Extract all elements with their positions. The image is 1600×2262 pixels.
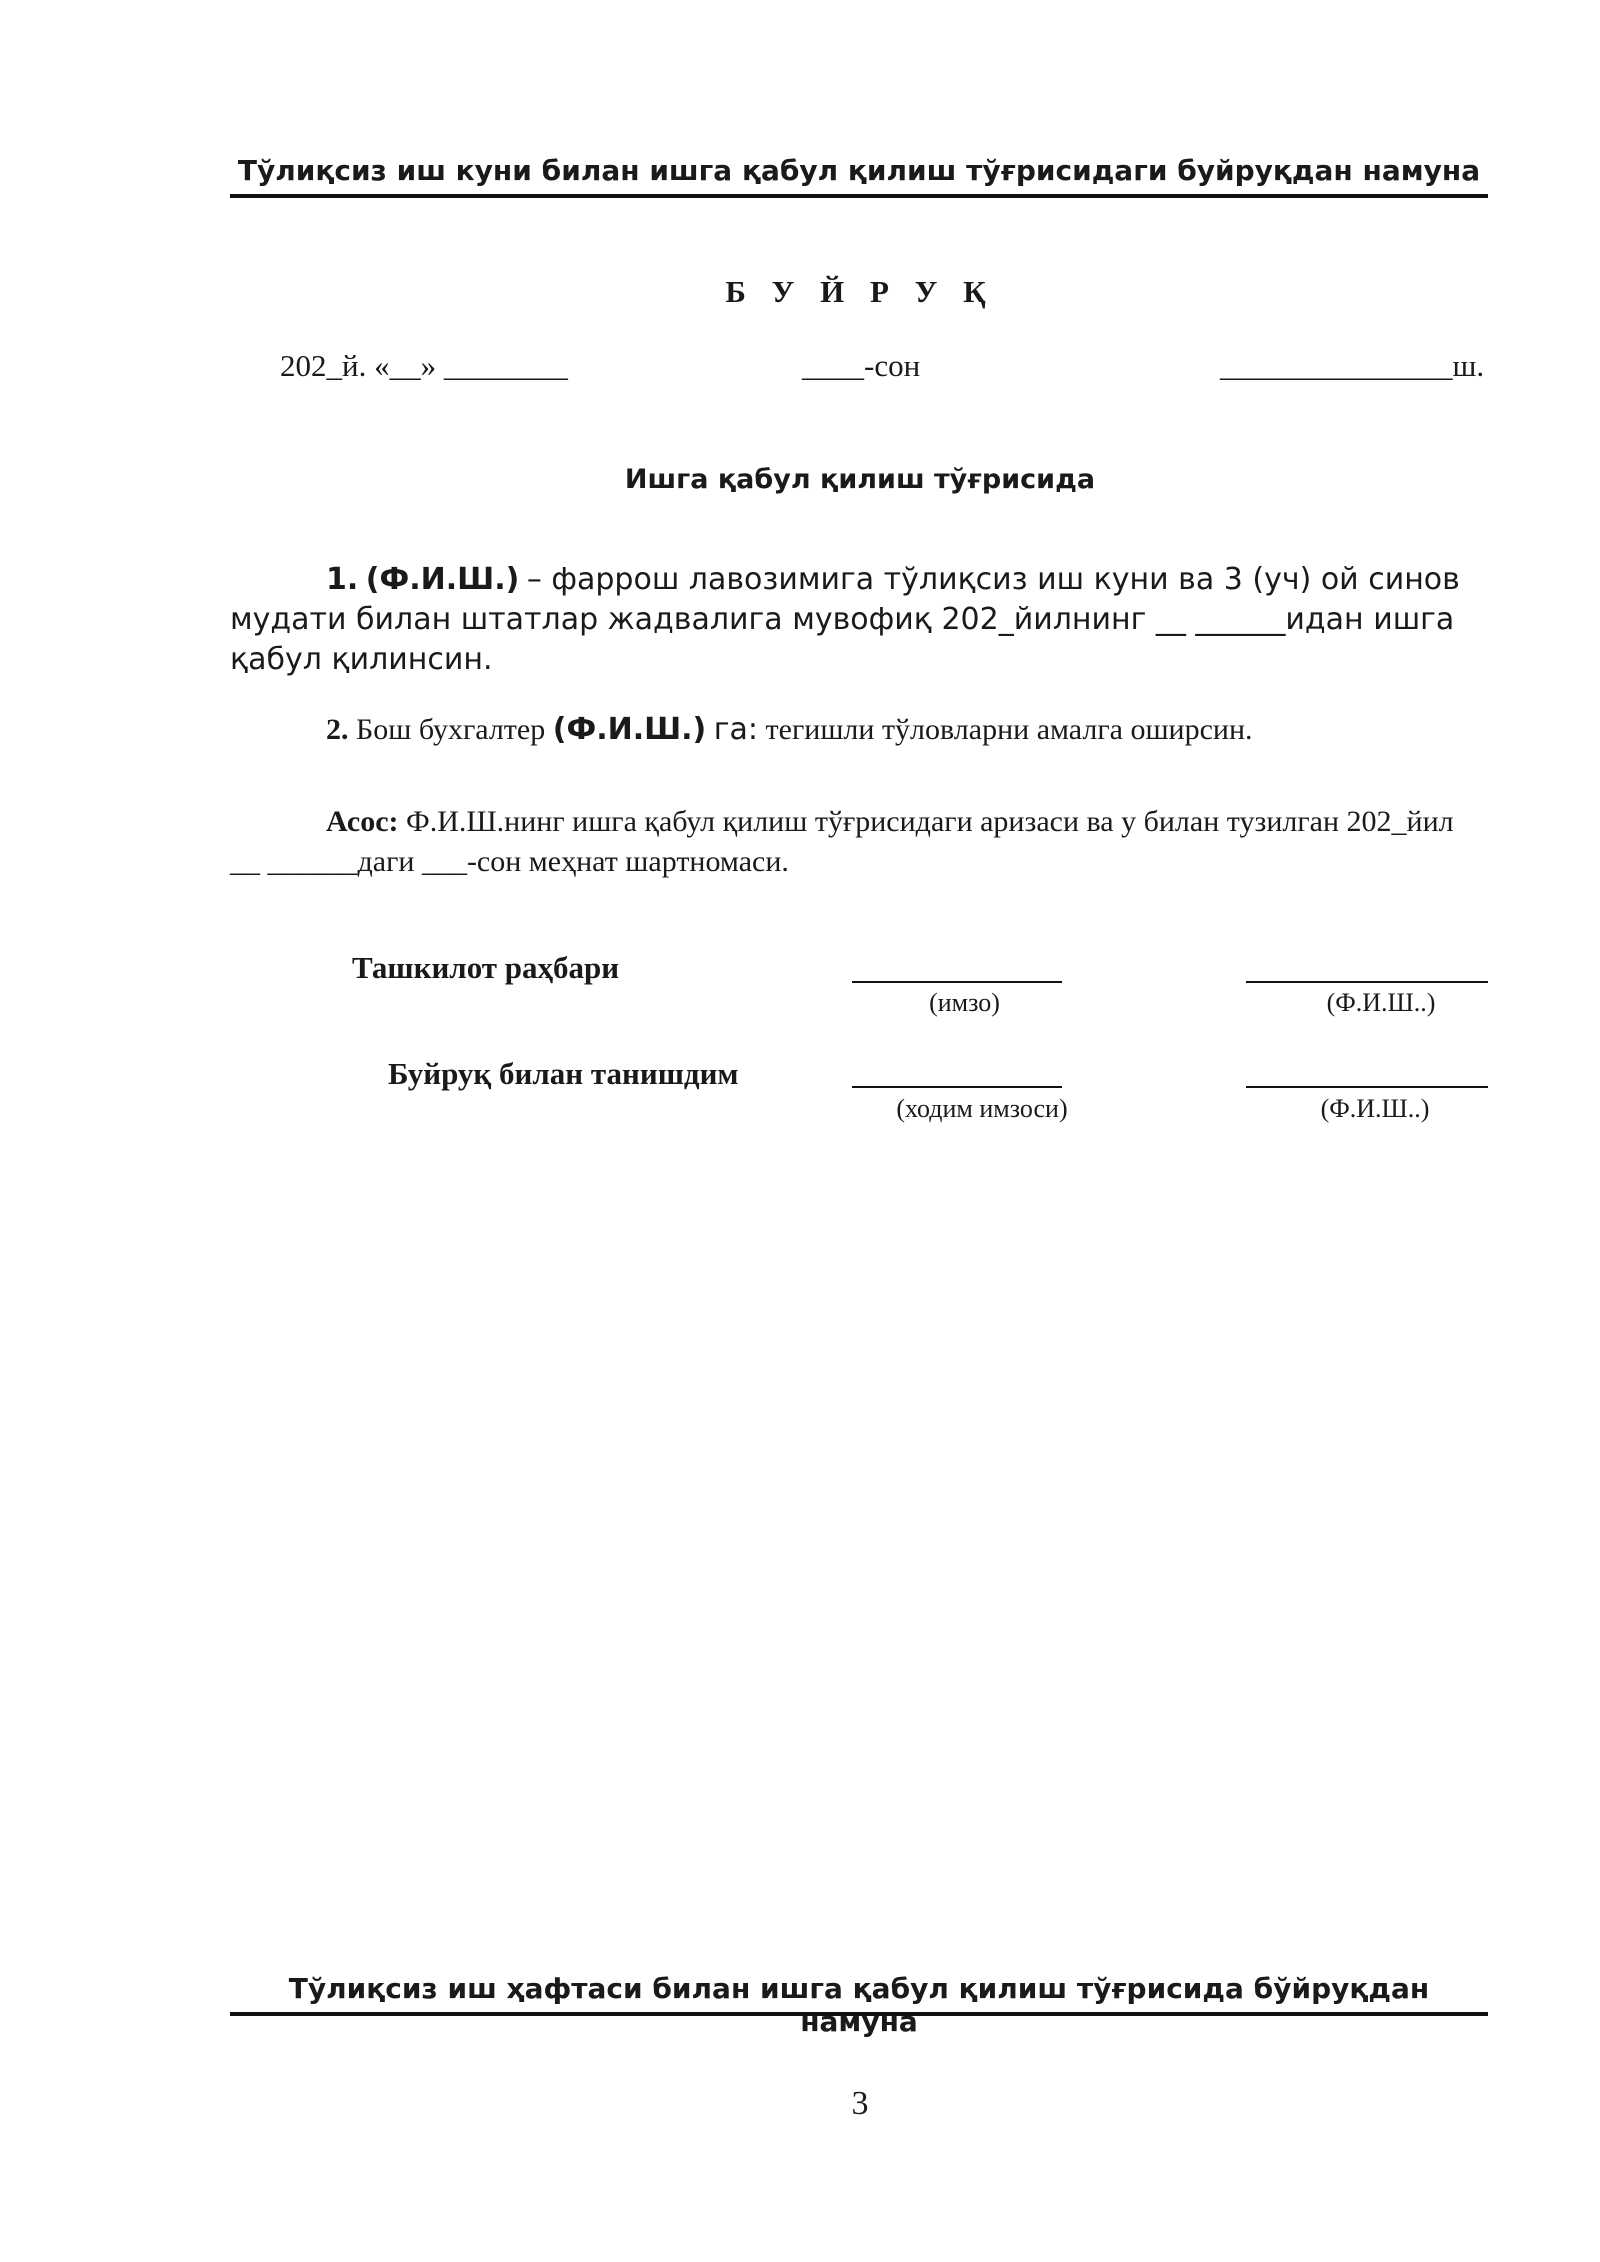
- paragraph-2-text-b: га:: [713, 712, 759, 747]
- basis-label: Асос:: [326, 805, 399, 838]
- paragraph-1-name: (Ф.И.Ш.): [365, 562, 520, 597]
- order-place: _______________ш.: [1220, 348, 1485, 383]
- head-name-line: [1246, 981, 1488, 983]
- acknowledged-signature-caption: (ходим имзоси): [896, 1094, 1068, 1123]
- paragraph-2-text-c: тегишли тўловларни амалга оширсин.: [765, 713, 1253, 746]
- head-name-caption: (Ф.И.Ш..): [1326, 988, 1436, 1017]
- order-date: 202_й. «__» ________: [280, 348, 568, 383]
- head-signature-label: Ташкилот раҳбари: [352, 950, 620, 985]
- order-title: Б У Й Р У Қ: [725, 274, 995, 309]
- top-heading: Тўлиқсиз иш куни билан ишга қабул қилиш тўғрисидаги буйруқдан намуна: [237, 154, 1481, 187]
- paragraph-2-text-a: Бош бухгалтер: [356, 713, 546, 746]
- page-number: 3: [851, 2085, 869, 2122]
- acknowledged-signature-line: [852, 1086, 1062, 1088]
- paragraph-1-text: – фаррош лавозимига тўлиқсиз иш куни ва 3 (уч) ой синов мудати билан штатлар жадвалига мувофиқ 202_йилнинг __ ______идан ишга қабул қилинсин.: [230, 562, 1460, 677]
- head-signature-caption: (имзо): [929, 988, 1000, 1017]
- top-heading-rule: [230, 194, 1488, 198]
- paragraph-2-number: 2.: [326, 713, 349, 746]
- basis-paragraph: [230, 802, 1488, 882]
- bottom-heading: Тўлиқсиз иш ҳафтаси билан ишга қабул қилиш тўғрисида бўйруқдан намуна: [288, 1972, 1430, 2038]
- basis-text: Ф.И.Ш.нинг ишга қабул қилиш тўғрисидаги аризаси ва у билан тузилган 202_йил __ ______даги ___-сон меҳнат шартномаси.: [230, 805, 1454, 878]
- acknowledged-signature-label: Буйруқ билан танишдим: [388, 1056, 739, 1091]
- acknowledged-name-caption: (Ф.И.Ш..): [1320, 1094, 1430, 1123]
- paragraph-1-number: 1.: [326, 562, 359, 597]
- head-signature-line: [852, 981, 1062, 983]
- paragraph-1: [230, 560, 1488, 680]
- acknowledged-name-line: [1246, 1086, 1488, 1088]
- order-subject: Ишга қабул қилиш тўғрисида: [624, 464, 1096, 495]
- paragraph-2: [230, 710, 1488, 750]
- order-number: ____-сон: [802, 348, 921, 383]
- bottom-heading-rule: [230, 2012, 1488, 2016]
- paragraph-2-name: (Ф.И.Ш.): [552, 712, 707, 747]
